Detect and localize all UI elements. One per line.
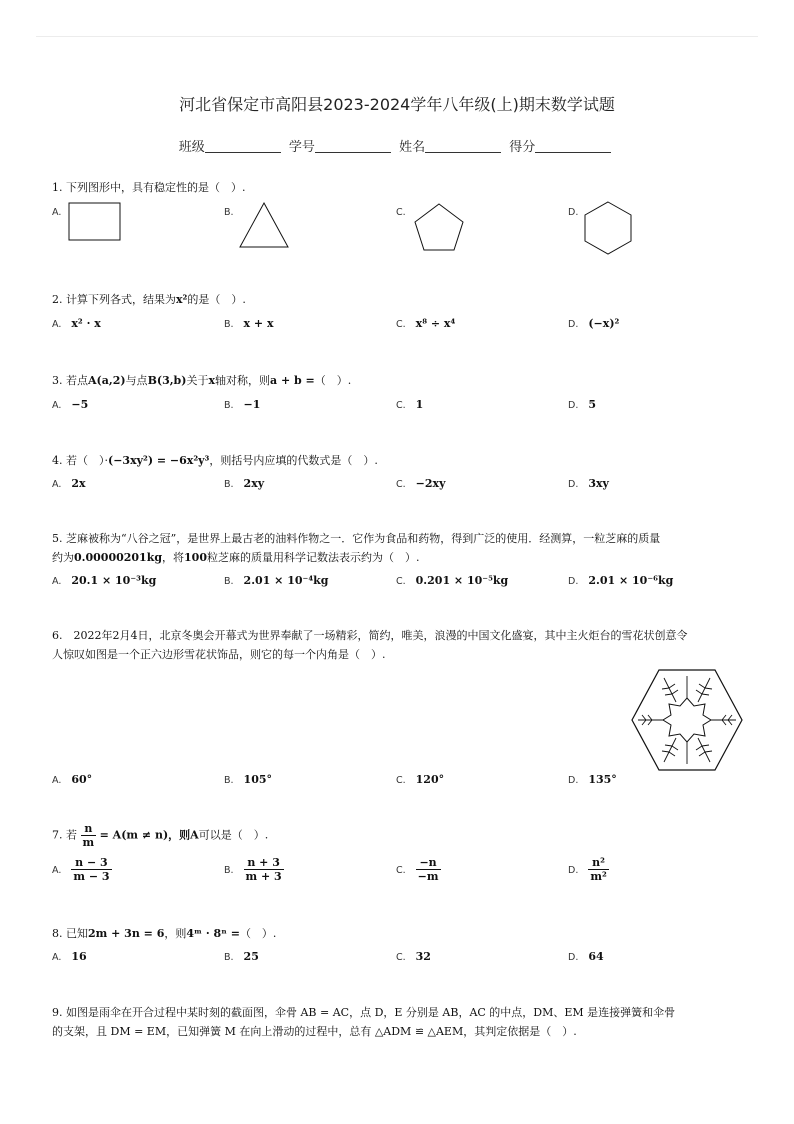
snowflake-hexagon-icon — [630, 668, 744, 772]
q3-option-d[interactable]: D. 5 — [568, 398, 596, 411]
q3-option-a[interactable]: A. −5 — [52, 398, 89, 411]
class-label: 班级 — [178, 140, 205, 155]
q5-option-d[interactable]: D. 2.01 × 10⁻⁶kg — [568, 574, 674, 587]
q1-option-d[interactable]: D. — [568, 207, 579, 218]
q3-option-b[interactable]: B. −1 — [224, 398, 261, 411]
q7-option-a[interactable]: A. $\frac{n - 3}{m - 3}$ — [52, 856, 110, 883]
name-blank[interactable] — [425, 152, 501, 153]
q5-option-b[interactable]: B. 2.01 × 10⁻⁴kg — [224, 574, 329, 587]
q6-option-a[interactable]: A. 60° — [52, 773, 93, 786]
q2-option-a[interactable]: A. x² · x — [52, 317, 101, 330]
q8-option-c[interactable]: C. 32 — [396, 950, 431, 963]
score-blank[interactable] — [535, 152, 611, 153]
question-2: 2. 计算下列各式，结果为x²的是（ ）. — [52, 293, 246, 306]
question-7: 7. 若 $\frac{n}{m}$ = A(m ≠ n)，则A可以是（ ）. — [52, 822, 269, 849]
hexagon-icon — [582, 200, 634, 256]
score-label: 得分 — [509, 140, 536, 155]
q8-option-a[interactable]: A. 16 — [52, 950, 87, 963]
question-1: 1. 下列图形中，具有稳定性的是（ ）. — [52, 181, 246, 194]
q8-option-b[interactable]: B. 25 — [224, 950, 259, 963]
q4-option-c[interactable]: C. −2xy — [396, 477, 446, 490]
q5-option-c[interactable]: C. 0.201 × 10⁻⁵kg — [396, 574, 509, 587]
q4-option-a[interactable]: A. 2x — [52, 477, 86, 490]
q1-option-b[interactable]: B. — [224, 207, 234, 218]
q4-option-d[interactable]: D. 3xy — [568, 477, 609, 490]
question-3: 3. 若点A(a,2)与点B(3,b)关于x轴对称，则a + b =（ ）. — [52, 374, 352, 387]
q7-option-c[interactable]: C. $\frac{-n}{-m}$ — [396, 856, 439, 883]
q2-option-d[interactable]: D. (−x)² — [568, 317, 620, 330]
pentagon-icon — [412, 202, 466, 252]
question-8: 8. 已知2m + 3n = 6，则4ᵐ · 8ⁿ =（ ）. — [52, 927, 277, 940]
q5-option-a[interactable]: A. 20.1 × 10⁻³kg — [52, 574, 157, 587]
q3-option-c[interactable]: C. 1 — [396, 398, 424, 411]
q6-option-c[interactable]: C. 120° — [396, 773, 445, 786]
header-divider — [36, 36, 758, 37]
q2-option-b[interactable]: B. x + x — [224, 317, 274, 330]
name-label: 姓名 — [399, 140, 426, 155]
q1-option-c[interactable]: C. — [396, 207, 406, 218]
question-5: 5. 芝麻被称为“八谷之冠”，是世界上最古老的油料作物之一．它作为食品和药物，得到广泛的使用．经测算，一粒芝麻的质量 约为0.00000201kg，将100粒芝麻的质量用科学记数法表示约为（ ）. — [52, 532, 661, 564]
q8-option-d[interactable]: D. 64 — [568, 950, 604, 963]
q1-option-a[interactable]: A. — [52, 207, 62, 218]
question-6: 6. 2022年2月4日，北京冬奥会开幕式为世界奉献了一场精彩，简约，唯美，浪漫的中国文化盛宴，其中主火炬台的雪花状创意令 人惊叹如图是一个正六边形雪花状饰品，则它的每一个内角是（ ）. — [52, 629, 688, 661]
page-title: 河北省保定市高阳县2023-2024学年八年级(上)期末数学试题 — [179, 95, 615, 114]
q4-option-b[interactable]: B. 2xy — [224, 477, 265, 490]
q2-option-c[interactable]: C. x⁸ ÷ x⁴ — [396, 317, 456, 330]
question-4: 4. 若（ ）·(−3xy²) = −6x²y³，则括号内应填的代数式是（ ）. — [52, 454, 378, 467]
q6-option-d[interactable]: D. 135° — [568, 773, 617, 786]
q7-option-d[interactable]: D. $\frac{\text{n²}}{\text{m²}}$ — [568, 856, 607, 883]
student-info-line — [0, 136, 794, 155]
rectangle-icon — [68, 202, 122, 242]
q7-fraction: $\frac{n}{m}$ — [82, 822, 95, 849]
id-label: 学号 — [288, 140, 315, 155]
class-blank[interactable] — [205, 152, 281, 153]
id-blank[interactable] — [315, 152, 391, 153]
q6-option-b[interactable]: B. 105° — [224, 773, 273, 786]
question-9: 9. 如图是雨伞在开合过程中某时刻的截面图，伞骨 AB = AC，点 D，E 分别是 AB，AC 的中点，DM、EM 是连接弹簧和伞骨 的支架，且 DM = EM，已知弹簧 M 在向上滑动的过程中，总有 △ADM ≌ △AEM，其判定依据是（ ）. — [52, 1006, 676, 1038]
q7-option-b[interactable]: B. $\frac{n + 3}{m + 3}$ — [224, 856, 282, 883]
triangle-icon — [238, 201, 290, 249]
